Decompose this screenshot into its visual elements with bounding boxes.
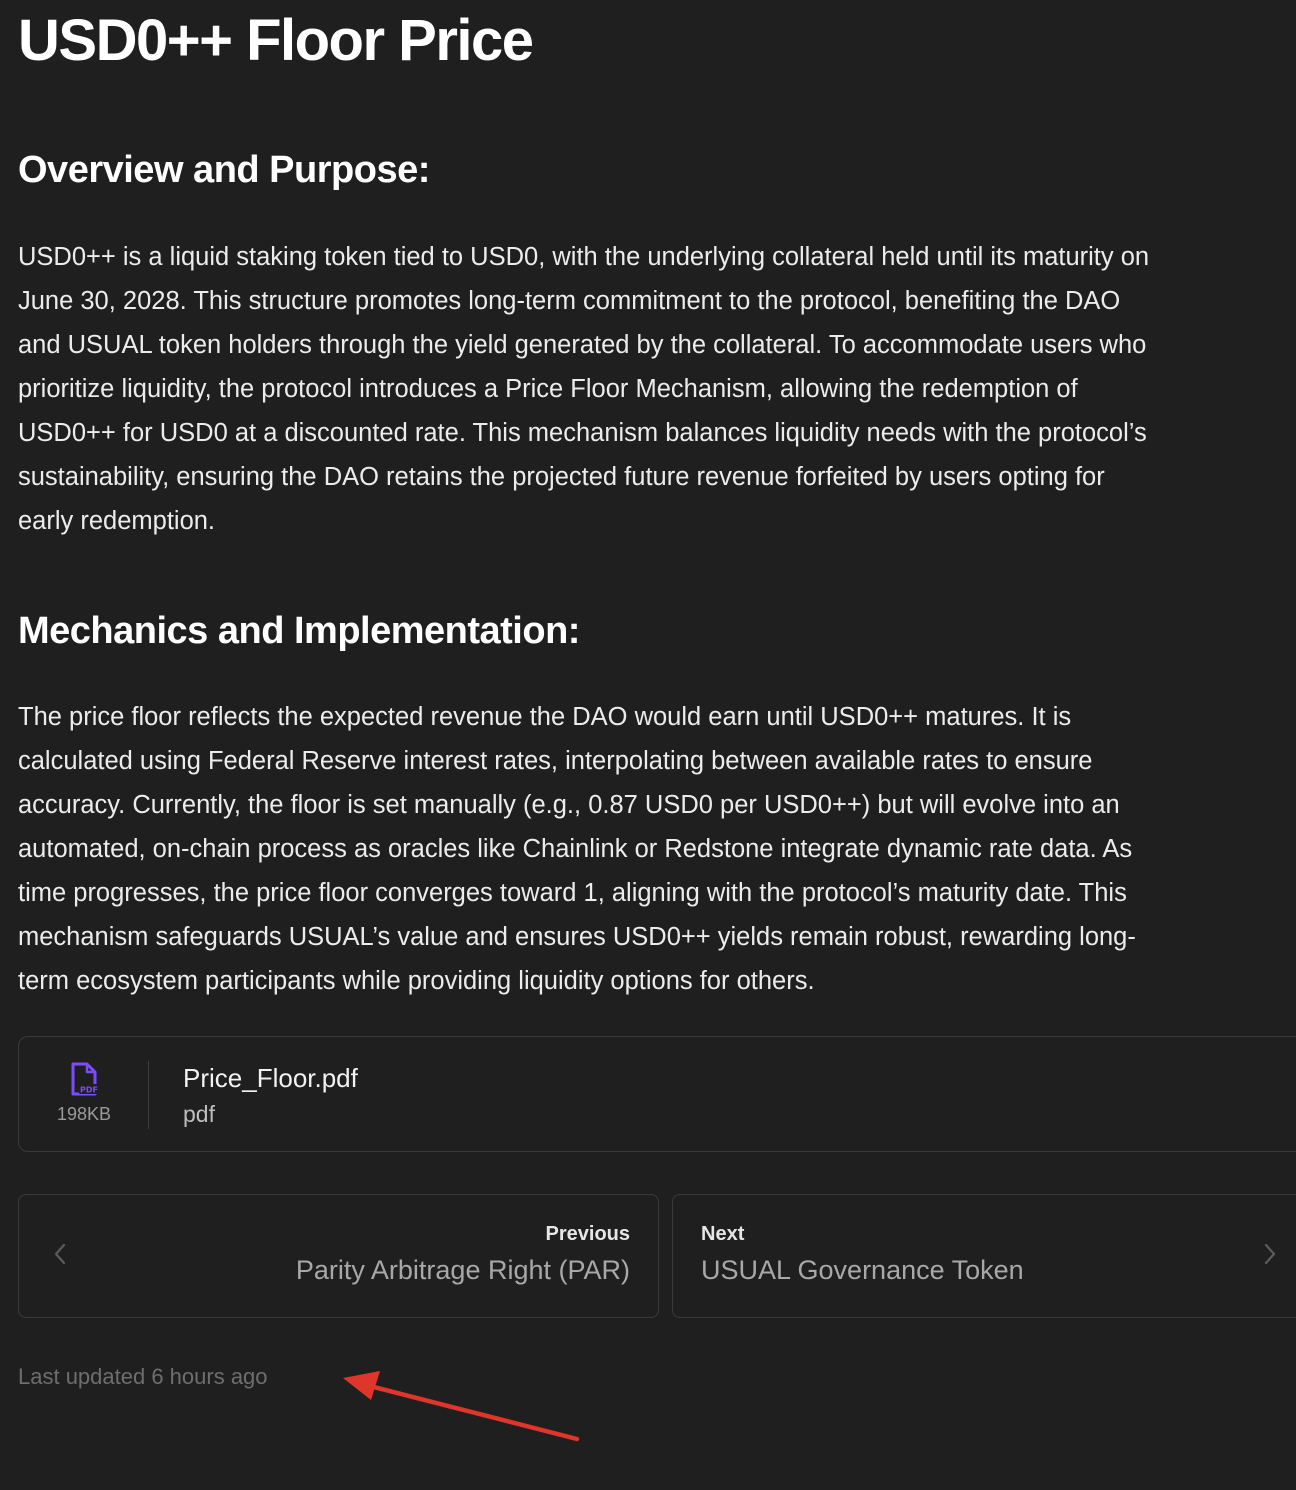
mechanics-line: mechanism safeguards USUAL’s value and ensures USD0++ yields remain robust, rewarding long-	[18, 923, 1136, 951]
chevron-left-icon	[49, 1239, 71, 1269]
file-attachment-card[interactable]	[18, 1036, 1296, 1152]
overview-line: June 30, 2028. This structure promotes long-term commitment to the protocol, benefiting the DAO	[18, 287, 1121, 315]
overview-line: USD0++ is a liquid staking token tied to USD0, with the underlying collateral held until its maturity on	[18, 243, 1150, 271]
overview-line: and USUAL token holders through the yield generated by the collateral. To accommodate users who	[18, 331, 1147, 359]
mechanics-line: The price floor reflects the expected revenue the DAO would earn until USD0++ matures. It is	[18, 703, 1072, 731]
overview-line: prioritize liquidity, the protocol introduces a Price Floor Mechanism, allowing the redemption of	[18, 375, 1078, 403]
file-card-divider	[148, 1061, 149, 1129]
file-name[interactable]: Price_Floor.pdf	[183, 1063, 358, 1093]
previous-page-title: Parity Arbitrage Right (PAR)	[295, 1255, 630, 1285]
mechanics-line: term ecosystem participants while providing liquidity options for others.	[18, 967, 815, 995]
page-title: USD0++ Floor Price	[18, 8, 533, 73]
next-label: Next	[701, 1223, 745, 1245]
previous-label: Previous	[545, 1223, 630, 1245]
file-size: 198KB	[56, 1104, 112, 1124]
mechanics-heading: Mechanics and Implementation:	[18, 610, 580, 652]
mechanics-line: time progresses, the price floor converges toward 1, aligning with the protocol’s maturity date. This	[18, 879, 1127, 907]
svg-text:PDF: PDF	[80, 1085, 98, 1095]
mechanics-line: accuracy. Currently, the floor is set manually (e.g., 0.87 USD0 per USD0++) but will evolve into an	[18, 791, 1120, 819]
overview-line: sustainability, ensuring the DAO retains the projected future revenue forfeited by users opting for	[18, 463, 1105, 491]
file-type: pdf	[183, 1101, 215, 1127]
next-page-title: USUAL Governance Token	[701, 1255, 1024, 1285]
overview-line: early redemption.	[18, 507, 216, 535]
mechanics-line: calculated using Federal Reserve interest rates, interpolating between available rates to ensure	[18, 747, 1093, 775]
previous-page-link[interactable]	[18, 1194, 659, 1318]
overview-line: USD0++ for USD0 at a discounted rate. This mechanism balances liquidity needs with the protocol’s	[18, 419, 1147, 447]
next-page-link[interactable]	[672, 1194, 1296, 1318]
overview-paragraph	[18, 235, 1296, 543]
file-icon-area	[19, 1037, 149, 1153]
last-updated-text: Last updated 6 hours ago	[18, 1364, 268, 1389]
pdf-file-icon	[65, 1061, 101, 1097]
mechanics-line: automated, on-chain process as oracles like Chainlink or Redstone integrate dynamic rate data. As	[18, 835, 1133, 863]
overview-heading: Overview and Purpose:	[18, 149, 430, 191]
mechanics-paragraph	[18, 695, 1296, 1003]
chevron-right-icon	[1259, 1239, 1281, 1269]
